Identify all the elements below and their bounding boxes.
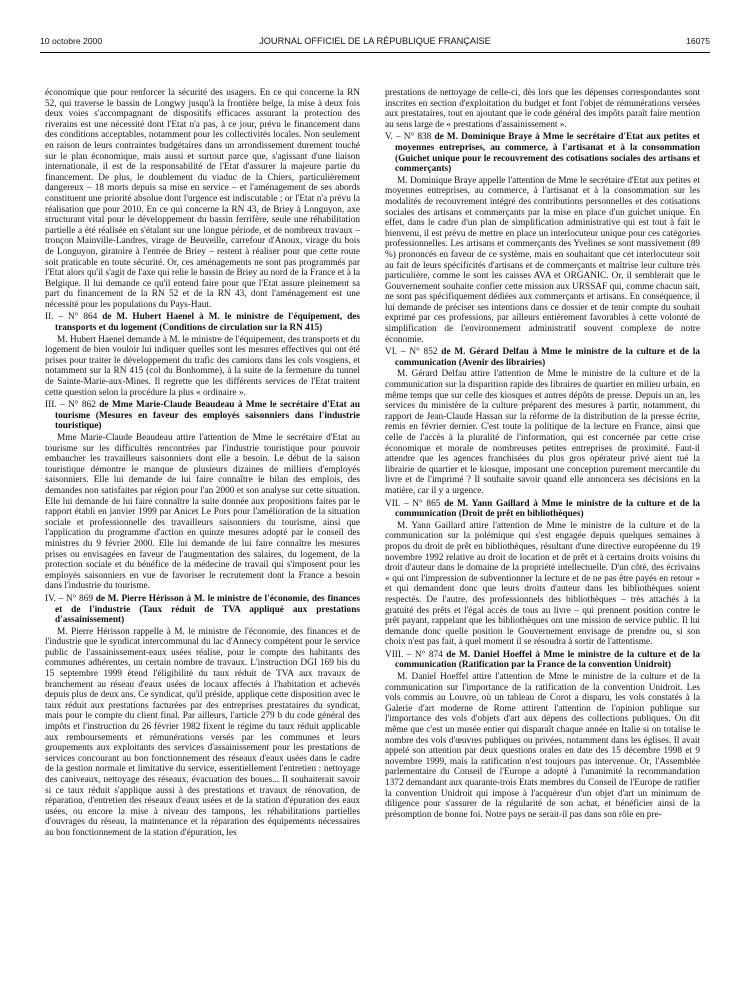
question-title: de Mme Marie-Claude Beaudeau à Mme le secrétaire d'Etat au tourisme (Mesures en faveur des employés saisonniers dans l'industrie touristique) — [55, 400, 360, 432]
header-rule — [40, 52, 710, 53]
question-heading — [45, 312, 360, 333]
paragraph: M. Daniel Hoeffel attire l'attention de Mme le ministre de la culture et de la communication sur l'importance de la ratification de la convention Unidroit. Les vols commis au Louvre, où un tableau de Corot a disparu, les vols constatés à la Galerie d'art moderne de Rome attirent l'attention de l'opinion publique sur l'importance des vols d'objets d'art aux dépens des collections publiques. On dit même que c'est un musée entier qui disparaît chaque année en Italie si on totalise le nombre des vols d'œuvres publiques ou privées, notamment dans les églises. Il avait appelé son attention par deux questions orales en date des 15 décembre 1998 et 9 novembre 1999, mais la ratification n'est toujours pas intervenue. Or, l'Assemblée parlementaire du Conseil de l'Europe a adopté à l'unanimité la recommandation 1372 demandant aux quarante-trois Etats membres du Conseil de l'Europe de ratifier la convention Unidroit qui impose à l'acquéreur d'un objet d'art un minimum de diligence pour s'assurer de la régularité de son achat, et bénéficier ainsi de la présomption de bonne foi. Notre pays ne serait-il pas dans son rôle en pre- — [385, 672, 700, 820]
page-header — [40, 36, 710, 52]
paragraph: M. Yann Gaillard attire l'attention de Mme le ministre de la culture et de la communication sur la polémique qui s'est engagée depuis quelques semaines à propos du droit de prêt en bibliothèques, résultant d'une directive européenne du 19 novembre 1992 relative au droit de location et de prêt et à certains droits voisins du droit d'auteur dans le domaine de la propriété intellectuelle. D'un côté, des écrivains « qui ont l'impression de subventionner la lecture et de ne pas être payés en retour » et qui demandent donc que leurs droits d'auteur dans les bibliothèques soient respectés. De l'autre, des professionnels des bibliothèques – très attachés à la gratuité des prêts et l'égal accès de tous au livre – qui prennent position contre le prêt payant, rappelant que les bibliothèques ont une mission de service public. Il lui demande donc quelle position le Gouvernement envisage de prendre ou, si son choix n'est pas fait, à quel moment il se résoudra à sortir de l'attentisme. — [385, 520, 700, 648]
question-number: VII. – N° 865 — [385, 498, 441, 509]
question-number: VIII. – N° 874 — [385, 649, 443, 660]
question-heading — [385, 132, 700, 174]
question-heading — [385, 650, 700, 671]
paragraph: M. Gérard Delfau attire l'attention de Mme le ministre de la culture et de la communication sur la disparition rapide des libraires de quartier en milieu urbain, en même temps que sur celle des kiosques et autres dépôts de presse. Depuis un an, les services du ministère de la culture préparent des mesures à partir, notamment, du rapport de Jean-Claude Hassan sur la réforme de la distribution de la presse écrite, remis en février dernier. C'est toute la politique de la lecture en France, ainsi que celle de l'accès à la pluralité de l'information, qui est concernée par cette crise économique et morale de nombreuses petites entreprises de proximité. Faut-il attendre que les agences franchisées du plus gros opérateur privé aient tué la librairie de quartier et le kiosque, imposant une conception purement mercantile du livre et de l'imprimé ? Il souhaite savoir quand elle annoncera ses décisions en la matière, car il y a urgence. — [385, 369, 700, 496]
question-heading — [45, 400, 360, 432]
question-number: III. – N° 862 — [45, 400, 96, 411]
question-number: IV. – N° 869 — [45, 593, 93, 604]
question-number: II. – N° 864 — [45, 312, 98, 323]
paragraph: M. Hubert Haenel demande à M. le ministre de l'équipement, des transports et du logement de bien vouloir lui indiquer quelles sont les mesures effectives qui ont été prises pour traiter le développement du trafic des camions dans les cols vosgiens, et notamment sur la RN 415 (col du Bonhomme), à la suite de la fermeture du tunnel de Sainte-Marie-aux-Mines. Il regrette que les différents services de l'Etat traitent cette question selon la procédure la plus « ordinaire ». — [45, 334, 360, 398]
left-column — [45, 88, 360, 839]
page-number: 16075 — [686, 36, 710, 46]
question-title: de M. Pierre Hérisson à M. le ministre de l'économie, des finances et de l'industrie (Taux réduit de TVA appliqué aux prestations d'assainissement) — [55, 593, 361, 626]
paragraph: M. Dominique Braye appelle l'attention de Mme le secrétaire d'Etat aux petites et moyennes entreprises, au commerce, à l'artisanat et à la consommation sur les modalités de recouvrement intégré des contributions personnelles et des cotisations sociales des artisans et commerçants par la mise en place d'un guichet unique. En effet, dans le cadre d'un plan de simplification administrative qui est tout à fait le bienvenu, il est prévu de mettre en place un interlocuteur unique pour ces catégories professionnelles. Les artisans et commerçants des Yvelines se sont massivement (89 %) prononcés en faveur de ce système, mais en souhaitant que cet interlocuteur soit au fait de leurs spécificités d'artisans et de commerçants et maîtrise leur culture très particulière, comme le sont les caisses AVA et ORGANIC. Or, il semblerait que le Gouvernement souhaite confier cette mission aux URSSAF qui, comme chacun sait, ne sont pas spécifiquement dédiées aux commerçants et artisans. En conséquence, il lui demande de préciser ses intentions dans ce dossier et de tenir compte du souhait exprimé par ces professions, par ailleurs entièrement favorables à cette volonté de simplification de l'environnement administratif souvent complexe de notre économie. — [385, 175, 700, 345]
journal-title: JOURNAL OFFICIEL DE LA RÉPUBLIQUE FRANÇAISE — [259, 36, 491, 46]
question-title: de M. Gérard Delfau à Mme le ministre de la culture et de la communication (Avenir des librairies) — [395, 347, 700, 368]
question-heading — [385, 347, 700, 368]
question-title: de M. Hubert Haenel à M. le ministre de l'équipement, des transports et du logement (Conditions de circulation sur la RN 415) — [55, 312, 361, 334]
question-title: de M. Dominique Braye à Mme le secrétaire d'Etat aux petites et moyennes entreprises, au commerce, à l'artisanat et à la consommation (Guichet unique pour le recouvrement des cotisations sociales des artisans et commerçants) — [395, 132, 700, 175]
right-column — [385, 88, 700, 820]
question-number: VI. – N° 852 — [385, 347, 438, 358]
question-title: de M. Daniel Hoeffel à Mme le ministre de la culture et de la communication (Ratification par la France de la convention Unidroit) — [395, 649, 701, 671]
paragraph: M. Pierre Hérisson rappelle à M. le ministre de l'économie, des finances et de l'industrie que le syndicat intercommunal du lac d'Annecy compétent pour le service public de l'assainissement-eaux usées réalise, pour le compte des habitants des communes adhérentes, un certain nombre de travaux. L'instruction DGI 169 bis du 15 septembre 1999 étend l'éligibilité du taux réduit de TVA aux travaux de branchement au réseau d'eaux usées de locaux affectés à l'habitation et achevés depuis plus de deux ans. Ce syndicat, qu'il préside, applique cette disposition avec le taux réduit aux prestations facturées par des entreprises prestataires du syndicat, mais pour le compte du client final. Par ailleurs, l'article 279 b du code général des impôts et l'instruction du 26 février 1982 fixent le régime du taux réduit applicable aux remboursements et rémunérations versés par les communes et leurs groupements aux exploitants des services d'assainissement pour les prestations de services concourant au bon fonctionnement des réseaux d'eaux usées dans le cadre de la gestion normale et limitative du service, essentiellement l'entretien : nettoyage des caniveaux, nettoyage des réseaux, évacuation des boues... Il souhaiterait savoir si ce taux réduit s'applique aussi à des prestations et travaux de rénovation, de réparation, d'entretien des réseaux d'eaux usées et de la station d'épuration des eaux usées, ou encore la mise à niveau des tampons, les réhabilitations partielles d'ouvrages du réseau, la maintenance et la réparation des équipements nécessaires au bon fonctionnement de la station d'épuration, les — [45, 626, 360, 838]
header-date: 10 octobre 2000 — [40, 36, 103, 46]
question-number: V. – N° 838 — [385, 132, 432, 143]
question-title: de M. Yann Gaillard à Mme le ministre de la culture et de la communication (Droit de prêt en bibliothèques) — [395, 498, 701, 520]
paragraph: Mme Marie-Claude Beaudeau attire l'attention de Mme le secrétaire d'Etat au tourisme sur les difficultés rencontrées par l'industrie touristique pour pouvoir embaucher les travailleurs saisonniers dont elle a besoin. Le début de la saison touristique démontre le manque de plusieurs dizaines de milliers d'employés saisonniers. Elle lui demande de lui faire connaître le bilan des emplois, des demandes non satisfaites par région pour l'an 2000 et son analyse sur cette situation. Elle lui demande de lui faire connaître la suite donnée aux propositions faites par le rapport établi en janvier 1999 par Anicet Le Pors pour l'amélioration de la situation sociale et professionnelle des travailleurs saisonniers du tourisme, ainsi que l'application du programme d'action en quinze mesures adopté par le conseil des ministres du 9 février 2000. Elle lui demande de lui faire connaître les mesures prises ou envisagées en faveur de l'augmentation des salaires, du logement, de la protection sociale et du bénéfice de la médecine de travail qui s'imposent pour les employés saisonniers en vue de favoriser le recrutement dont la France a besoin dans l'industrie du tourisme. — [45, 433, 360, 592]
question-heading — [45, 594, 360, 626]
paragraph: économique que pour renforcer la sécurité des usagers. En ce qui concerne la RN 52, qui traverse le bassin de Longwy jusqu'à la frontière belge, la mise à deux fois deux voies s'accompagnant de dispositifs efficaces assurant la protection des riverains est une nécessité dont l'Etat n'a pas, à ce jour, prévu le financement dans des conditions acceptables, notamment pour les collectivités locales. Non seulement en raison de leurs contraintes budgétaires dans un arrondissement durement touché sur le plan économique, mais aussi et surtout parce que, s'agissant d'une liaison internationale, il est de la responsabilité de l'Etat d'assurer la majeure partie du financement. De plus, le doublement du viaduc de la Chiers, particulièrement dangereux – 18 morts depuis sa mise en service – et l'aménagement de ses abords constituent une priorité absolue dont l'urgence est indiscutable ; or l'Etat n'a prévu la réalisation que pour 2010. En ce qui concerne la RN 43, de Briey à Longuyon, axe structurant vital pour le développement du bassin ferrifère, seule une réhabilitation partielle a été réalisée en s'étalant sur une longue période, et de nombreux travaux – tronçon Mainville-Landres, virage de Beuveille, carrefour d'Anoux, virage du bois de Longuyon, giratoire à l'entrée de Briey – restent à réaliser pour que cette route soit praticable en toute sécurité. Or, ces aménagements ne sont pas programmés par l'Etat alors qu'il s'agit de l'axe qui relie le bassin de Briey au nord de la France et à la Belgique. Il lui demande ce qu'il entend faire pour que l'Etat assure pleinement sa part du financement de la RN 52 et de la RN 43, dont l'aménagement est une nécessité pour les populations du Pays-Haut. — [45, 88, 360, 310]
question-heading — [385, 499, 700, 520]
paragraph: prestations de nettoyage de celle-ci, dès lors que les dépenses correspondantes sont inscrites en section d'exploitation du budget et font l'objet de rémunérations versées aux prestataires, tout en ajoutant que le code général des impôts paraît faire mention au sens large de « prestations d'assainissement ». — [385, 88, 700, 130]
